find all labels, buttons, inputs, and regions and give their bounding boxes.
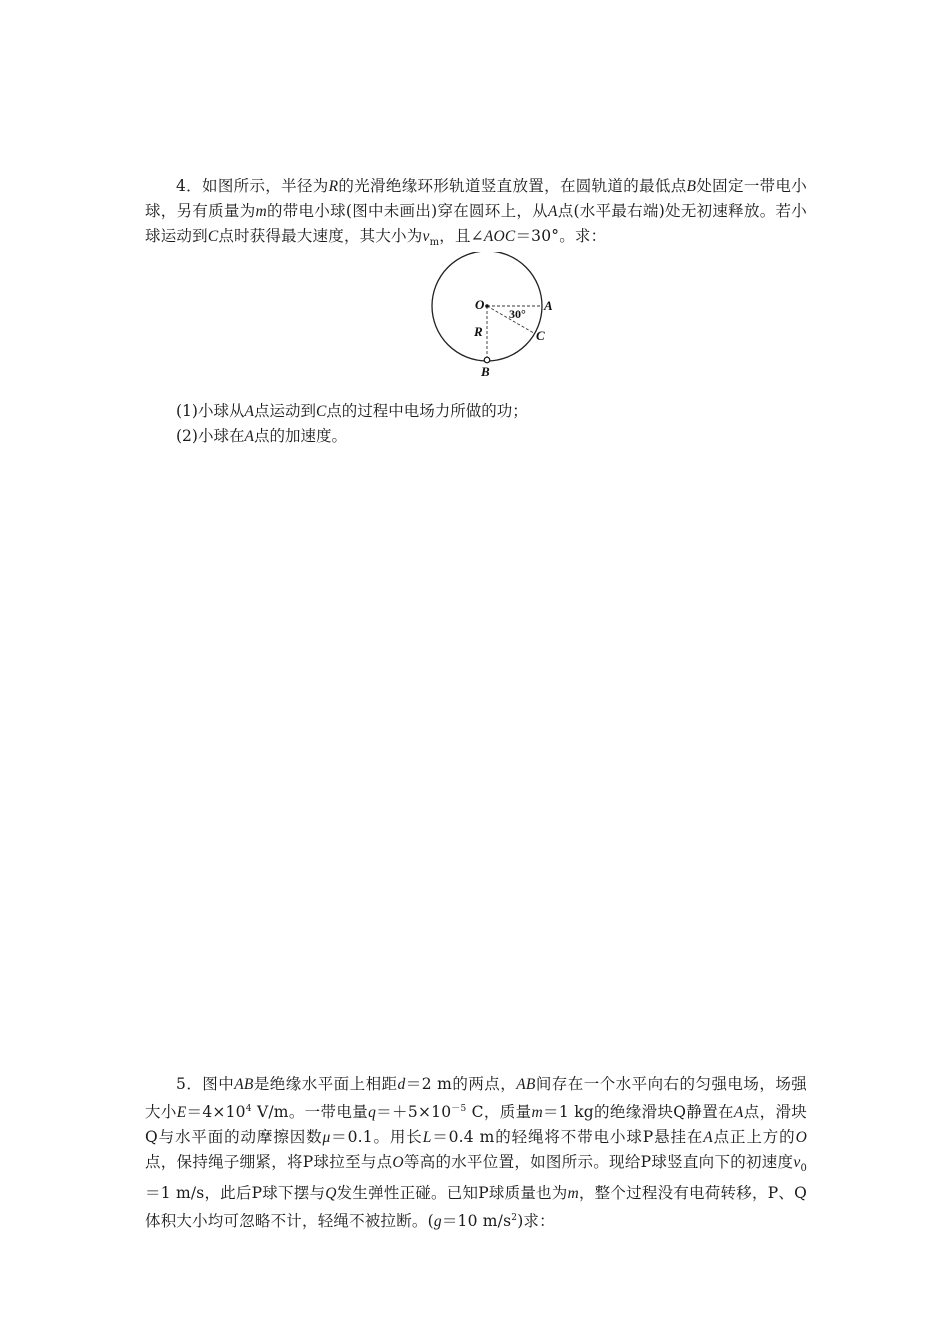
text: 的光滑绝缘环形轨道竖直放置，在圆轨道的最低点 bbox=[338, 177, 687, 195]
text: 发生弹性正碰。已知P球质量也为 bbox=[336, 1184, 568, 1203]
problem-number: 4 bbox=[176, 177, 187, 195]
var-A: A bbox=[703, 1129, 713, 1147]
text: ．图中 bbox=[186, 1075, 235, 1093]
var-AB: AB bbox=[234, 1076, 254, 1093]
problem-number: 5 bbox=[176, 1075, 187, 1093]
text: (2)小球在 bbox=[176, 427, 245, 445]
var-q: q bbox=[368, 1104, 377, 1122]
circle-track-diagram bbox=[424, 252, 564, 382]
text: C，质量 bbox=[466, 1103, 532, 1122]
var-v0: v bbox=[793, 1154, 801, 1172]
text: ＝30°。求： bbox=[515, 227, 607, 245]
text: ＝1 kg的绝缘滑块Q静置在 bbox=[542, 1103, 734, 1122]
var-O: O bbox=[795, 1129, 807, 1147]
superscript: －5 bbox=[451, 1104, 467, 1114]
label-C: C bbox=[536, 328, 545, 343]
text: 点时获得最大速度，其大小为 bbox=[218, 227, 423, 245]
text: 点，滑块Q与水平面的动摩擦因数 bbox=[145, 1103, 807, 1147]
label-O: O bbox=[475, 297, 485, 312]
subscript: m bbox=[429, 237, 440, 249]
var-L: L bbox=[422, 1129, 432, 1147]
text: ．如图所示，半径为 bbox=[186, 177, 329, 195]
superscript: 4 bbox=[245, 1104, 252, 1114]
text: ＝0.1。用长 bbox=[330, 1128, 423, 1147]
text: ＝＋5×10 bbox=[376, 1103, 452, 1122]
text: 点的过程中电场力所做的功； bbox=[326, 402, 528, 420]
problem-4-subquestion-1 bbox=[176, 399, 528, 424]
text: ＝4×10 bbox=[186, 1103, 246, 1122]
problem-4-text bbox=[145, 174, 807, 255]
text: ＝10 m/s bbox=[441, 1212, 512, 1231]
text: 点(水平最右端)处无初速释放。若小球运动到 bbox=[145, 202, 807, 245]
text: ＝1 m/s，此后P球下摆与 bbox=[145, 1184, 326, 1203]
var-m: m bbox=[531, 1104, 543, 1122]
text: ，且∠ bbox=[439, 227, 484, 245]
var-m: m bbox=[255, 203, 267, 220]
var-d: d bbox=[397, 1076, 406, 1093]
var-C: C bbox=[207, 228, 219, 245]
label-A: A bbox=[544, 298, 553, 313]
fixed-charge-B bbox=[484, 357, 490, 363]
text: 的带电小球(图中未画出)穿在圆环上，从 bbox=[266, 202, 548, 220]
var-E: E bbox=[176, 1104, 187, 1122]
var-A: A bbox=[733, 1104, 744, 1122]
var-v: v bbox=[422, 228, 430, 245]
label-R: R bbox=[474, 324, 483, 339]
problem-4 bbox=[145, 174, 807, 255]
text: 等高的水平位置，如图所示。现给P球竖直向下的初速度 bbox=[403, 1153, 794, 1172]
var-AOC: AOC bbox=[483, 228, 516, 245]
var-m: m bbox=[567, 1185, 579, 1203]
angle-label: 30° bbox=[509, 307, 526, 321]
text: V/m。一带电量 bbox=[251, 1103, 369, 1122]
var-O: O bbox=[392, 1154, 404, 1172]
text: 点的加速度。 bbox=[253, 427, 347, 445]
text: )求： bbox=[517, 1212, 555, 1231]
var-AB: AB bbox=[516, 1076, 536, 1093]
text: 是绝缘水平面上相距 bbox=[253, 1075, 398, 1093]
var-B: B bbox=[686, 178, 697, 195]
superscript: 2 bbox=[511, 1213, 518, 1224]
text: 处固定一带电小球，另有质量为 bbox=[145, 177, 807, 220]
var-A: A bbox=[547, 203, 558, 220]
text: ＝0.4 m的轻绳将不带电小球P悬挂在 bbox=[431, 1128, 704, 1147]
var-C: C bbox=[315, 403, 327, 420]
var-mu: μ bbox=[322, 1129, 331, 1147]
problem-5 bbox=[145, 1072, 807, 1234]
problem-5-text bbox=[145, 1072, 807, 1234]
text: 点运动到 bbox=[253, 402, 316, 420]
var-A: A bbox=[244, 428, 254, 445]
text: 点正上方的 bbox=[712, 1128, 796, 1147]
label-B: B bbox=[481, 364, 490, 379]
problem-4-subquestion-2 bbox=[176, 424, 347, 449]
subscript: 0 bbox=[800, 1163, 807, 1175]
text: ＝2 m的两点， bbox=[405, 1075, 517, 1093]
var-A: A bbox=[244, 403, 254, 420]
text: (1)小球从 bbox=[176, 402, 245, 420]
var-g: g bbox=[433, 1213, 442, 1231]
text: 间存在一个水平向右的匀强电场，场强大小 bbox=[145, 1075, 807, 1122]
var-R: R bbox=[328, 178, 339, 195]
text: 点，保持绳子绷紧，将P球拉至与点 bbox=[145, 1153, 393, 1172]
var-Q: Q bbox=[325, 1185, 337, 1203]
center-point bbox=[485, 304, 489, 308]
text: ，整个过程没有电荷转移，P、Q体积大小均可忽略不计，轻绳不被拉断。( bbox=[145, 1184, 807, 1231]
